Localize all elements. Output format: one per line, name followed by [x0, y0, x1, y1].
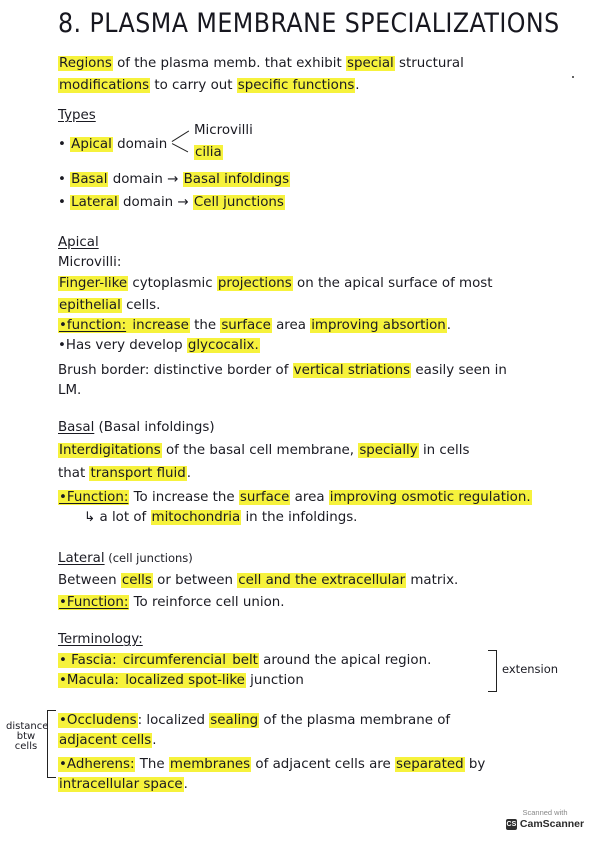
hl-transport-fluid: transport fluid [90, 466, 186, 481]
hl-projections: projections [217, 276, 292, 291]
text: matrix. [406, 573, 459, 588]
apical-line-5 [58, 363, 507, 378]
text: Brush border: distinctive border of [58, 363, 293, 378]
text: (Basal infoldings) [94, 420, 215, 435]
badge-line-1: Scanned with [522, 808, 568, 817]
hl-spot-like: localized spot-like [120, 673, 245, 688]
hl-intracellular-space: intracellular space [59, 777, 183, 792]
lateral-line-1 [58, 573, 458, 588]
type-basal [58, 172, 290, 187]
hl-function: •function: [59, 318, 127, 333]
hl-belt: belt [227, 653, 258, 668]
types-heading: Types [58, 108, 96, 123]
text: in the infoldings. [241, 510, 358, 525]
text: of the plasma memb. that exhibit [112, 56, 347, 71]
text: area [290, 490, 329, 505]
apical-line-2 [58, 298, 160, 313]
hl-adjacent-cells: adjacent cells [59, 733, 152, 748]
type-apical [58, 137, 167, 152]
text: domain → [108, 172, 183, 187]
text: • [58, 137, 71, 152]
lateral-heading [58, 551, 193, 566]
text: structural [394, 56, 464, 71]
hl-specially: specially [359, 443, 418, 458]
text: . [183, 777, 188, 792]
text: Basal [58, 420, 95, 435]
hl-adherens: •Adherens: [59, 757, 135, 772]
hl-cells: cells [121, 573, 152, 588]
text: To reinforce cell union. [129, 595, 285, 610]
text: in cells [418, 443, 470, 458]
basal-heading [58, 420, 215, 435]
text: area [271, 318, 311, 333]
text: To increase the [129, 490, 239, 505]
text: that [58, 466, 90, 481]
text: Lateral [58, 551, 105, 566]
text: (cell junctions) [104, 551, 193, 565]
text: • [58, 195, 71, 210]
hl-macula: •Macula: [59, 673, 119, 688]
hl-modifications: modifications [59, 78, 150, 93]
camscanner-icon: CS [506, 820, 517, 828]
text: of the plasma membrane of [259, 713, 451, 728]
apical-line-1 [58, 276, 493, 291]
terminology-heading: Terminology: [58, 632, 143, 647]
distance-bracket [47, 710, 56, 778]
text: The [135, 757, 169, 772]
hl-cell-extracellular: cell and the extracellular [238, 573, 406, 588]
hl-special: special [347, 56, 394, 71]
text: Between [58, 573, 121, 588]
intro-line-2 [58, 78, 360, 93]
hl-fascia: • Fascia: [59, 653, 117, 668]
term-adherens [58, 757, 485, 772]
text: the [189, 318, 221, 333]
extension-bracket [488, 650, 497, 692]
text: around the apical region. [258, 653, 432, 668]
hl-membranes: membranes [169, 757, 251, 772]
apical-heading: Apical [58, 235, 99, 250]
stray-dot [572, 76, 574, 78]
text: : localized [137, 713, 210, 728]
branch-up-stroke [172, 131, 190, 143]
text: of the basal cell membrane, [161, 443, 359, 458]
hl-finger-like: Finger-like [59, 276, 128, 291]
term-occludens [58, 713, 450, 728]
hl-basal: Basal [71, 172, 108, 187]
text: cells. [121, 298, 161, 313]
basal-line-1 [58, 443, 469, 458]
apical-line-3 [58, 318, 451, 333]
hl-improving-absortion: improving absortion [311, 318, 446, 333]
text: . [186, 466, 191, 481]
apical-subheading: Microvilli: [58, 255, 122, 270]
lateral-line-2 [58, 595, 285, 610]
text: • [58, 172, 71, 187]
text: domain [112, 137, 168, 152]
text: cytoplasmic [128, 276, 217, 291]
text: . [355, 78, 360, 93]
hl-surface: surface [239, 490, 290, 505]
hl-separated: separated [396, 757, 464, 772]
hl-lateral: Lateral [71, 195, 118, 210]
hl-epithelial: epithelial [59, 298, 121, 313]
badge-line-2 [505, 817, 585, 831]
distance-label: distance btw cells [6, 721, 49, 752]
hl-function: •Function: [59, 490, 129, 505]
term-occludens-2 [58, 733, 157, 748]
hl-apical: Apical [71, 137, 112, 152]
text: to carry out [150, 78, 237, 93]
text: easily seen in [411, 363, 507, 378]
apical-line-4 [58, 338, 260, 353]
hl-mitochondria: mitochondria [151, 510, 241, 525]
text: of adjacent cells are [251, 757, 395, 772]
hl-specific-functions: specific functions [237, 78, 355, 93]
type-cilia [194, 145, 223, 160]
basal-line-3 [58, 490, 532, 505]
term-fascia [58, 653, 431, 668]
text: or between [152, 573, 238, 588]
hl-interdigitations: Interdigitations [59, 443, 161, 458]
text: . [446, 318, 452, 333]
hl-vertical-striations: vertical striations [293, 363, 411, 378]
hl-function: •Function: [59, 595, 129, 610]
text: . [152, 733, 157, 748]
type-microvilli: Microvilli [194, 123, 253, 138]
hl-sealing: sealing [210, 713, 259, 728]
hl-regions: Regions [59, 56, 112, 71]
hl-cell-junctions: Cell junctions [193, 195, 284, 210]
hl-occludens: •Occludens [59, 713, 137, 728]
camscanner-badge [505, 808, 585, 838]
apical-line-6: LM. [58, 383, 82, 398]
type-lateral [58, 195, 285, 210]
hl-increase: increase [128, 318, 189, 333]
basal-line-2 [58, 466, 191, 481]
branch-down-stroke [172, 143, 189, 153]
hl-basal-infoldings: Basal infoldings [183, 172, 290, 187]
hl-surface: surface [221, 318, 271, 333]
text: domain → [118, 195, 193, 210]
term-macula [58, 673, 304, 688]
text: •Has very develop [58, 338, 187, 353]
hl-improving-osmotic: improving osmotic regulation. [329, 490, 531, 505]
page-title: 8. PLASMA MEMBRANE SPECIALIZATIONS [58, 8, 560, 39]
basal-line-4 [84, 510, 357, 525]
intro-line-1 [58, 56, 464, 71]
hl-circumferencial: circumferencial [118, 653, 226, 668]
hl-cilia: cilia [195, 145, 222, 160]
term-adherens-2 [58, 777, 188, 792]
text: on the apical surface of most [292, 276, 493, 291]
text: by [464, 757, 486, 772]
text: junction [245, 673, 304, 688]
badge-brand: CamScanner [519, 818, 585, 830]
text: ↳ a lot of [84, 510, 151, 525]
extension-label: extension [502, 662, 559, 676]
hl-glycocalix: glycocalix. [187, 338, 259, 353]
